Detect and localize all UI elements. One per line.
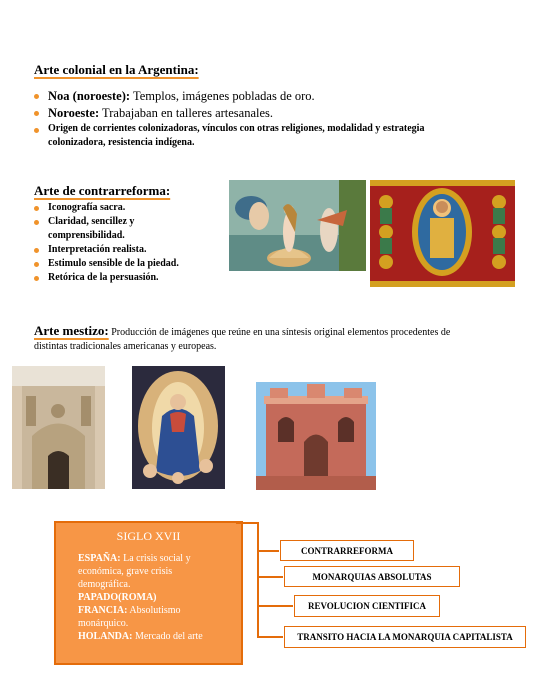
virgin-painting-image xyxy=(132,366,225,489)
connector-vertical xyxy=(257,522,259,638)
contrarreforma-list xyxy=(34,201,184,285)
mestizo-church-image xyxy=(256,382,376,490)
branch-transito: TRANSITO HACIA LA MONARQUIA CAPITALISTA xyxy=(284,626,526,648)
siglo-xvii-title: SIGLO XVII xyxy=(116,529,181,543)
list-item: Origen de corrientes colonizadoras, vínculos con otras religiones, modalidad y estrategia colonizadora, resistencia indígena. xyxy=(34,122,464,150)
colonial-list xyxy=(34,88,464,150)
list-item: Claridad, sencillez y comprensibilidad. xyxy=(34,215,184,243)
venus-painting-image xyxy=(229,180,366,271)
branch-monarquias: MONARQUIAS ABSOLUTAS xyxy=(284,566,460,587)
connector-arrow xyxy=(257,636,283,638)
list-item: Iconografía sacra. xyxy=(34,201,184,215)
connector-arrow xyxy=(257,550,279,552)
connector-arrow xyxy=(257,576,283,578)
entry-papado: PAPADO(ROMA) xyxy=(78,592,157,603)
branch-revolucion: REVOLUCION CIENTIFICA xyxy=(294,595,440,617)
section-title-colonial: Arte colonial en la Argentina: xyxy=(34,62,199,77)
list-item: Retórica de la persuasión. xyxy=(34,271,184,285)
entry-espana: ESPAÑA: La crisis social y económica, grave crisis demográfica. xyxy=(78,553,191,590)
list-item: Estimulo sensible de la piedad. xyxy=(34,257,184,271)
church-facade-image xyxy=(12,366,105,489)
entry-francia: FRANCIA: Absolutismo monárquico. xyxy=(78,605,181,629)
connector-top xyxy=(236,522,258,524)
section-title-mestizo: Arte mestizo: xyxy=(34,323,109,338)
mestizo-text: Producción de imágenes que reúne en una síntesis original elementos procedentes de distintas tradicionales americanas y europeas. xyxy=(34,327,451,352)
section-title-contrarreforma: Arte de contrarreforma: xyxy=(34,183,171,198)
mestizo-paragraph xyxy=(34,324,474,354)
entry-holanda: HOLANDA: Mercado del arte xyxy=(78,631,203,642)
list-item: Interpretación realista. xyxy=(34,243,184,257)
list-item: Noa (noroeste): Templos, imágenes pobladas de oro. xyxy=(34,88,464,105)
siglo-xvii-box xyxy=(54,521,243,665)
siglo-xvii-entries xyxy=(56,544,241,643)
christ-mosaic-image xyxy=(370,180,515,287)
connector-arrow xyxy=(257,605,293,607)
list-item: Noroeste: Trabajaban en talleres artesanales. xyxy=(34,105,464,122)
branch-contrarreforma: CONTRARREFORMA xyxy=(280,540,414,561)
